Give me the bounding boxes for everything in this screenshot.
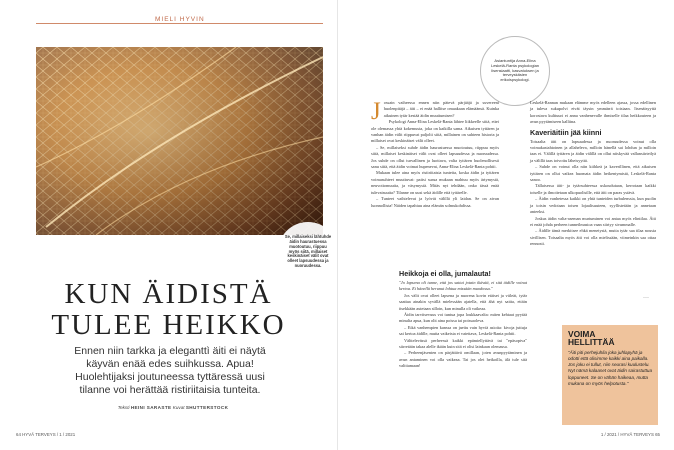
col3-paragraph: – Äidin vanhetessa kaikki on yhtä tunteiden turbulenssia, kun puolin ja toisin vedotaan toisen lojaalisuuteen, syyllistetään ja annetaan anteeksi. bbox=[530, 196, 656, 215]
section-label: MIELI HYVIN bbox=[151, 16, 209, 23]
leaf-photo bbox=[36, 47, 332, 269]
col3-paragraph: Toisaalta äiti on lapsuudessa ja nuoruudessa voinut olla voimakastahtoinen ja allaheleva, milloin hänellä sai lohdun ja milloin taas ei. Välillä tyttären ja äidin välillä on ollut niiskyvää vallansiirteilyä ja välillä taas toivottu läheisyyttä. bbox=[530, 138, 656, 163]
col1-paragraph: – Tunteet vaihtelevat ja lyövät välillä yli laidan. Se on aivan luonnollista! Näiden tapahtuu aina elämän solmukohdissa. bbox=[371, 196, 499, 208]
col3-paragraph: Leskelä-Rannan mukaan elämme myös edelleen ajassa, jossa edellinen ja tuleva sukupolvi eivät täysin ymmärrä toisiaan. Itsenäisyyttä korostava kulttuuri ei anna vanhenevalle ihmiselle tilaa heikkouteen ja avun pyytämiseen kalliina. bbox=[530, 100, 656, 125]
credits-text-label: Teksti bbox=[117, 405, 130, 410]
col3-paragraph: Joskus äidin valta-aseman murtuminen voi antaa myös elintilaa. Äiti ei enää johda perheen tunneilmastoa vaan siirtyy sivummalle. bbox=[530, 215, 656, 227]
continue-dots: ··· bbox=[643, 295, 649, 301]
article-column-1 bbox=[371, 100, 499, 209]
col2-paragraph: Välttelevässä perheessä kaikki epämiellyttävä tai "epäsopiva" siirretään takaa alelle ikään kuin sitä ei olisi lainkaan olemassa. bbox=[399, 337, 527, 350]
drop-cap: J bbox=[371, 98, 381, 125]
col1-paragraph: – Se, millaiseksi suhde äidin haurastuessa muotoutuu, riippuu myös siitä, millaiset keskinäiset välit ovat olleet lapsuudessa ja nuoruudessa. Jos suhde on ollut turvallinen ja luottava, valta tyttären huolenollisesti sanu siitä, että äidin voimat hupenevat, Anna-Elina Leskelä-Ranta pohtii. bbox=[371, 144, 499, 170]
quote-box-title-line1: VOIMA bbox=[568, 329, 596, 339]
col3-heading: Kaveriäitiin jää kiinni bbox=[530, 127, 602, 137]
credits bbox=[98, 405, 248, 410]
col2-paragraph: – Perheenjäsenten on pärjättävä omillaan, joten avunpyytäminen ja avun antaminen voi olla vaikeaa. Tai jos olet heikoilla, älä tule sitä valittamaan! bbox=[399, 350, 527, 369]
col3-paragraph: Tällaisessa äiti- ja tytärsuhteessa uskoudutaan, kerrotaan kaikki toiselle ja ilmoitetaan ulkopuolisille, että äiti on paras ystävä. bbox=[530, 183, 656, 195]
photo-caption: Se, millaiseksi lähtuhde äidin haurastuessa muotoutuu, riippuu myös siitä, millaiset keskinäiset välit ovat olleet lapsuudessa ja nuoruudessa. bbox=[278, 222, 338, 282]
col2-quote: "Jo lapsena oli tunne, että jos sattui jotain ikävää, ei sitä äidille voinut kertoa. Ei hänellä herunut lohtua missään muodossa." bbox=[399, 280, 527, 292]
col1-paragraph: Psykologi Anna-Elina Leskelä-Ranta lähtee liikkeelle siitä, ettei ole olemassa yhtä kokemusta, joka on kaikilla sama. Aikuisen tyttären ja vanhan äidin välit riippuvat paljolti siitä, millainen on suhteen historia ja millaiset ovat keskinäiset välit olleet. bbox=[371, 119, 499, 144]
quote-box-body: "Äiti piti perhejuhlia joka juhlapyhä ja odotti että olisimme kaikki aina paikalla. Jos joku ei tullut, niin seurasi kuulustelu. Nyt nämä kalaaset ovat äidin sairastuttua loppuneet. Se on vähän haikeaa, mutta mukana on myös helpotusta." bbox=[568, 349, 653, 386]
col2-heading: Heikkoja ei olla, jumalauta! bbox=[399, 269, 491, 278]
article-column-3 bbox=[530, 100, 656, 248]
col1-paragraph: Mukaan tulee aina myös ristiriitaisia tunteita, koska äidin ja tyttären voimasuhteet muuttuvat: paitsi surua mukaan mahtuu myös ärtymystä, neuvottomuutta, ja väsymystä. Mitäs nyt tehdään, onko tässä enää tulevaisuutta? Tilanne on uusi sekä äidille että tyttärelle. bbox=[371, 170, 499, 195]
expert-circle: Asiantuntija Anna-Elina Leskelä-Ranta psykologian lisensiaatti, kasvatuksen ja terveyskäsien erikoispsykologi. bbox=[480, 36, 550, 106]
footer-left: 64 HYVÄ TERVEYS / 1 / 2021 bbox=[16, 432, 76, 437]
col3-paragraph: – Suhde on voinut olla niin kiihkeä ja kaverillinen, että aikuisen tyttären on ollut vaikea huomata äidin heikentymistä, Leskelä-Ranta sanoo. bbox=[530, 164, 656, 183]
section-rule bbox=[36, 23, 323, 24]
col2-paragraph: Äidin tarvitsevuus voi tuntua jopa loukkaavalta: miten kehtaat pyytää minulta apua, kun olit aina poissa tai poissaoleva. bbox=[399, 312, 527, 324]
credits-image-label: Kuvat bbox=[172, 405, 185, 410]
credits-text-author: HEINI SARASTE bbox=[130, 405, 172, 410]
quote-box bbox=[562, 325, 658, 425]
headline-line2: TULEE HEIKKO bbox=[51, 309, 286, 341]
col2-paragraph: Jos välit ovat olleet lapsena ja nuorena kovin etäiset ja viileät, tytär saattaa ainakin syvällä mielessään ajatella, että ähä nyt saitta, ettäin itsekkään autetaan silloin, kun minulla oli vaikeaa. bbox=[399, 292, 527, 311]
col2-paragraph: – Eikä vanhempien kanssa on jaettu vain hyviä asioita: kivoja juttuja sai kertoa äidille, mutta vaikeista ei vaiettava, Leskelä-Ranta pohtii. bbox=[399, 324, 527, 337]
leaf-image bbox=[36, 47, 323, 235]
headline-line1: KUN ÄIDISTÄ bbox=[64, 278, 273, 310]
footer-right: 1 / 2021 / HYVÄ TERVEYS 65 bbox=[600, 432, 660, 437]
article-column-2 bbox=[399, 267, 527, 370]
lead-paragraph: Ennen niin tarkka ja eleganttì äiti ei näytä käyvän enää edes suihkussa. Apua! Huolehtijaksi joutuneessa tyttäressä uusi tilanne voi herättää ristiriitaisia tunteita. bbox=[74, 345, 266, 396]
col3-paragraph: – Äidille tämä merkitsee ehkä menetystä, mutta tytär saa tilaa nousta sivillisen. Toisaalta myös äiti voi olla mielissään, viimeinkin saa ottaa rennosti. bbox=[530, 228, 656, 247]
credits-image-author: SHUTTERSTOCK bbox=[185, 405, 229, 410]
col1-paragraph: ossain vaiheessa ennen niin pätevä pärjääjä ja suvereeni huolenpitäjä – äiti – ei enää hallitse omaakaan elämäänsä. Kuinka aikuinen tytär kestää äidin muuttumisen? bbox=[383, 100, 499, 118]
quote-box-title-line2: HELLITTÄÄ bbox=[568, 337, 615, 348]
